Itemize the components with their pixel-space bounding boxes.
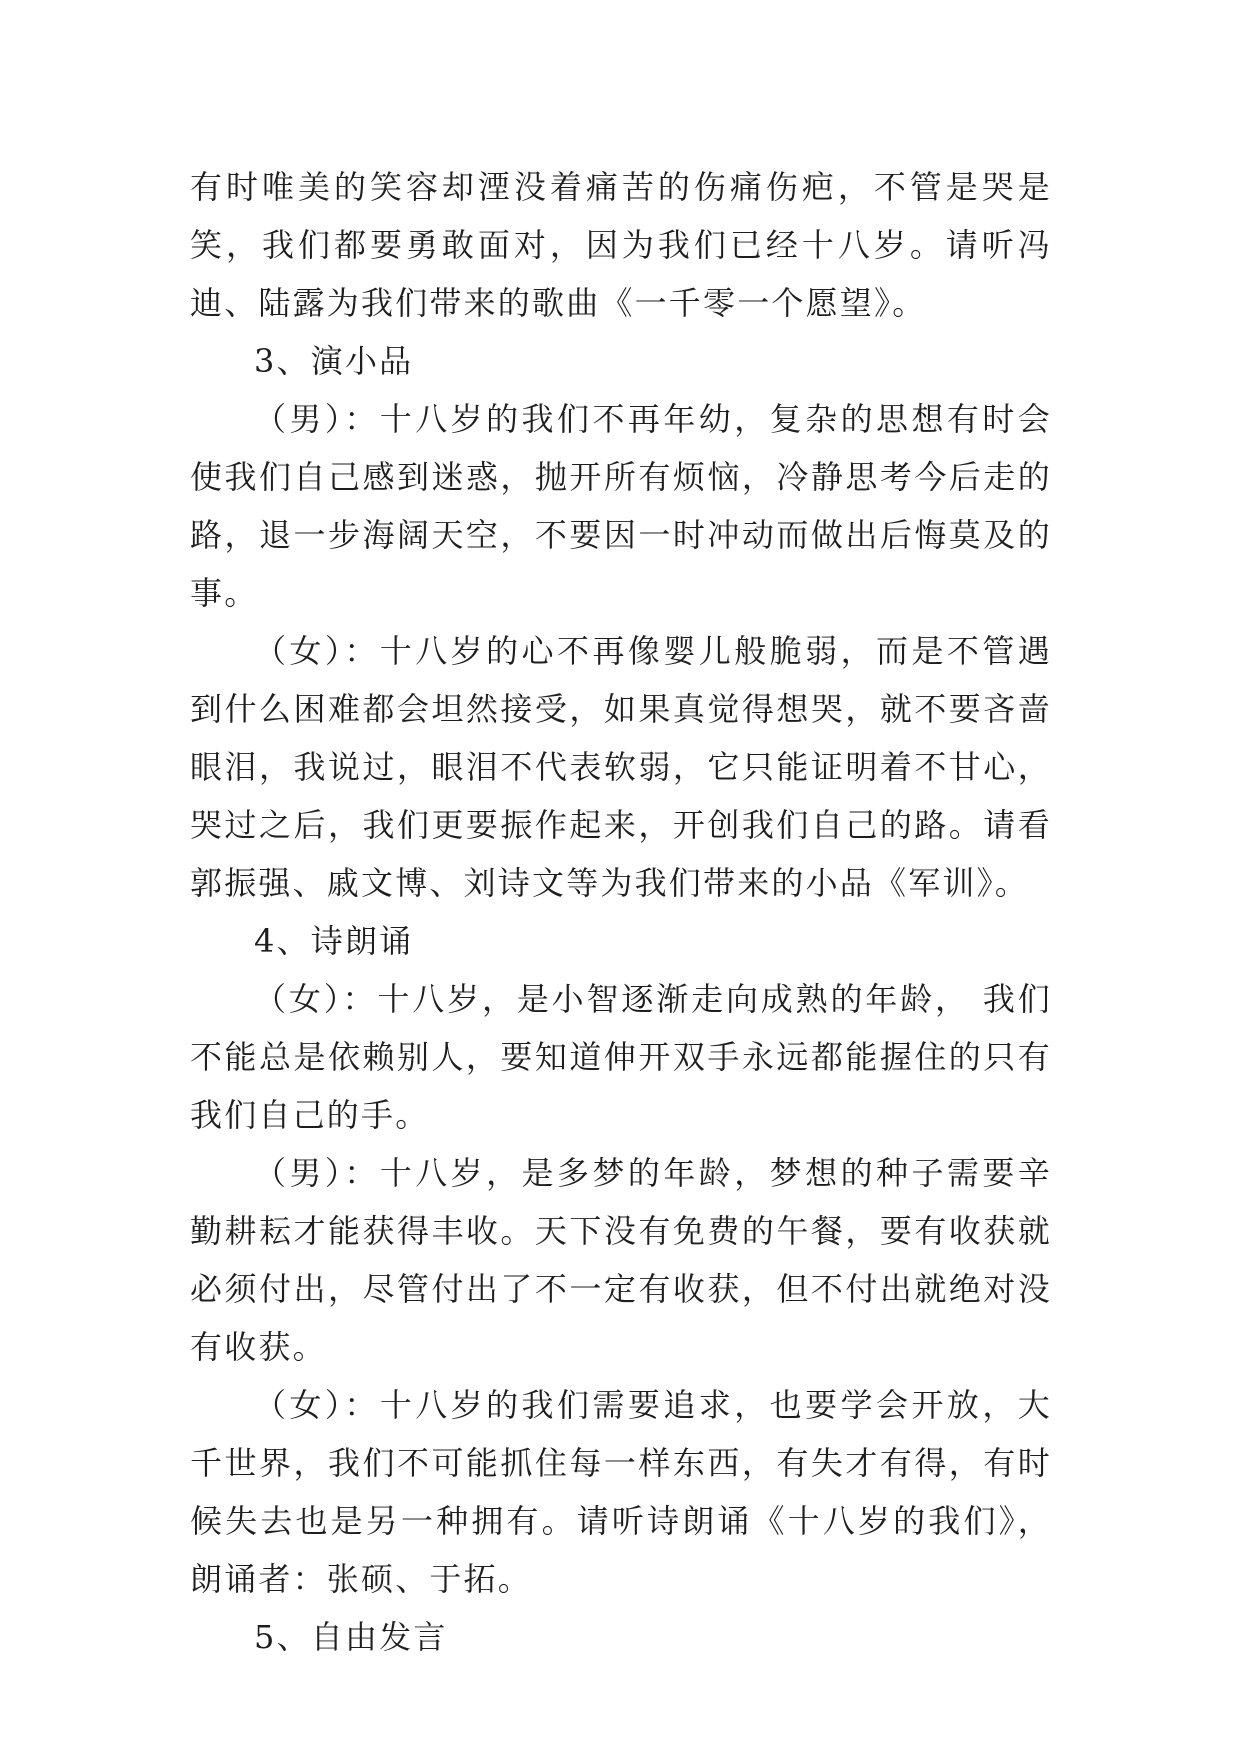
section-heading-skit: 3、演小品: [254, 342, 414, 380]
paragraph-male-poem: （男）：十八岁，是多梦的年龄，梦想的种子需要辛勤耕耘才能获得丰收。天下没有免费的午餐，要有收获就必须付出，尽管付出了不一定有收获，但不付出就绝对没有收获。: [190, 1154, 1052, 1366]
section-heading-poem: 4、诗朗诵: [254, 922, 414, 960]
paragraph-song-intro: 有时唯美的笑容却湮没着痛苦的伤痛伤疤，不管是哭是笑，我们都要勇敢面对，因为我们已经十八岁。请听冯迪、陆露为我们带来的歌曲《一千零一个愿望》。: [190, 168, 1052, 322]
paragraph-female-poem-2: （女）：十八岁的我们需要追求，也要学会开放，大千世界，我们不可能抓住每一样东西，有失才有得，有时候失去也是另一种拥有。请听诗朗诵《十八岁的我们》，朗诵者：张硕、于拓。: [190, 1386, 1052, 1598]
section-heading-free-speech: 5、自由发言: [254, 1618, 448, 1656]
document-body: [190, 158, 1052, 1666]
paragraph-male-skit: （男）：十八岁的我们不再年幼，复杂的思想有时会使我们自己感到迷惑，抛开所有烦恼，冷静思考今后走的路，退一步海阔天空，不要因一时冲动而做出后悔莫及的事。: [190, 400, 1052, 612]
paragraph-female-skit: （女）：十八岁的心不再像婴儿般脆弱，而是不管遇到什么困难都会坦然接受，如果真觉得想哭，就不要吝啬眼泪，我说过，眼泪不代表软弱，它只能证明着不甘心，哭过之后，我们更要振作起来，开创我们自己的路。请看郭振强、戚文博、刘诗文等为我们带来的小品《军训》。: [190, 632, 1052, 902]
paragraph-female-poem-1: （女）：十八岁，是小智逐渐走向成熟的年龄， 我们不能总是依赖别人，要知道伸开双手永远都能握住的只有我们自己的手。: [190, 980, 1052, 1134]
